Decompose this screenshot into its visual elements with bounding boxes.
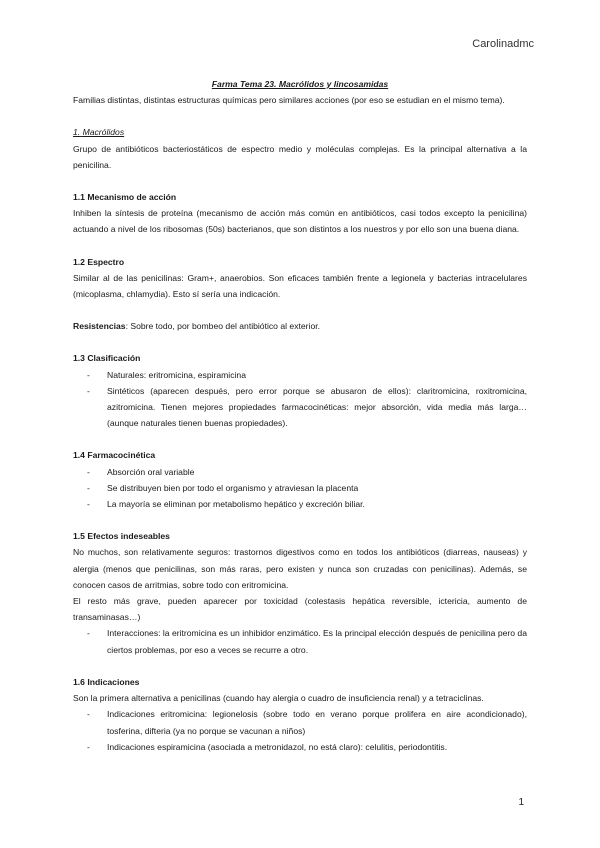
section-1-5-heading: 1.5 Efectos indeseables [73, 531, 170, 542]
section-1-6-heading: 1.6 Indicaciones [73, 676, 140, 687]
list-item: - Se distribuyen bien por todo el organismo y atraviesan la placenta [73, 480, 527, 496]
indications-list [73, 706, 527, 755]
author-header: Carolinadmc [472, 38, 534, 50]
section-1-number: 1. [73, 127, 81, 138]
page-number: 1 [518, 797, 524, 808]
section-1-text: Grupo de antibióticos bacteriostáticos de espectro medio y moléculas complejas. Es la principal alternativa a la penicilina. [73, 143, 527, 170]
bullet-dash: - [87, 466, 90, 477]
resistencias-paragraph [73, 318, 527, 334]
page-title: Farma Tema 23. Macrólidos y lincosamidas [211, 79, 389, 89]
list-item: - Indicaciones espiramicina (asociada a metronidazol, no está claro): celulitis, periodontitis. [73, 739, 527, 755]
bullet-dash: - [87, 499, 90, 510]
bullet-dash: - [87, 628, 90, 639]
list-item: - La mayoría se eliminan por metabolismo hepático y excreción biliar. [73, 496, 527, 512]
section-1-3-heading: 1.3 Clasificación [73, 353, 141, 364]
list-item: - Interacciones: la eritromicina es un inhibidor enzimático. Es la principal elección después de penicilina pero da ciertos problemas, por eso a veces se recurre a otro. [73, 625, 527, 657]
pharmacokinetics-list [73, 464, 527, 513]
section-1-2-text: Similar al de las penicilinas: Gram+, anaerobios. Son eficaces también frente a legionela y bacterias intracelulares (micoplasma, chlamydia). Esto sí sería una indicación. [73, 272, 527, 300]
resistencias-text: : Sobre todo, por bombeo del antibiótico al exterior. [125, 321, 320, 332]
side-effects-list [73, 625, 527, 657]
bullet-dash: - [87, 709, 90, 720]
list-item: - Absorción oral variable [73, 464, 527, 480]
bullet-dash: - [87, 369, 90, 380]
document-body [73, 76, 527, 755]
intro-paragraph: Familias distintas, distintas estructuras químicas pero similares acciones (por eso se estudian en el mismo tema). [73, 95, 505, 106]
section-1-2-heading: 1.2 Espectro [73, 256, 125, 267]
section-1-5-text-2: El resto más grave, pueden aparecer por toxicidad (colestasis hepática reversible, ictericia, aumento de transaminasas…) [73, 596, 527, 623]
list-item: - Sintéticos (aparecen después, pero error porque se abusaron de ellos): claritromicina, roxitromicina, azitromicina. Tienen mejores propiedades farmacocinéticas: mejor absorción, vida media más larga… (aunque naturales tienen buenas propiedades). [73, 383, 527, 432]
section-1-title: Macrólidos [82, 127, 125, 138]
classification-list [73, 367, 527, 432]
list-item: - Indicaciones eritromicina: legionelosis (sobre todo en verano porque prolifera en aire acondicionado), tosferina, difteria (ya no porque se vacunan a niños) [73, 706, 527, 738]
section-1-6-text: Son la primera alternativa a penicilinas (cuando hay alergia o cuadro de insuficiencia renal) y a tetraciclinas. [73, 693, 484, 704]
list-item: - Naturales: eritromicina, espiramicina [73, 367, 527, 383]
bullet-dash: - [87, 482, 90, 493]
resistencias-label: Resistencias [73, 321, 126, 332]
bullet-dash: - [87, 741, 90, 752]
bullet-dash: - [87, 385, 90, 396]
section-1-heading [73, 124, 527, 140]
section-1-1-text: Inhiben la síntesis de proteína (mecanismo de acción más común en antibióticos, casi todos excepto la penicilina) actuando a nivel de los ribosomas (50s) bacterianos, que son distintos a los nuestros y por ello son una buena diana. [73, 208, 527, 235]
section-1-4-heading: 1.4 Farmacocinética [73, 450, 156, 461]
section-1-5-text-1: No muchos, son relativamente seguros: trastornos digestivos como en todos los antibióticos (diarreas, nauseas) y alergia (menos que penicilinas, son más raras, pero existen y nunca son cruzadas con penicilinas). Además, se conocen casos de arritmias, sobre todo con eritromicina. [73, 547, 527, 590]
section-1-1-heading: 1.1 Mecanismo de acción [73, 192, 177, 203]
